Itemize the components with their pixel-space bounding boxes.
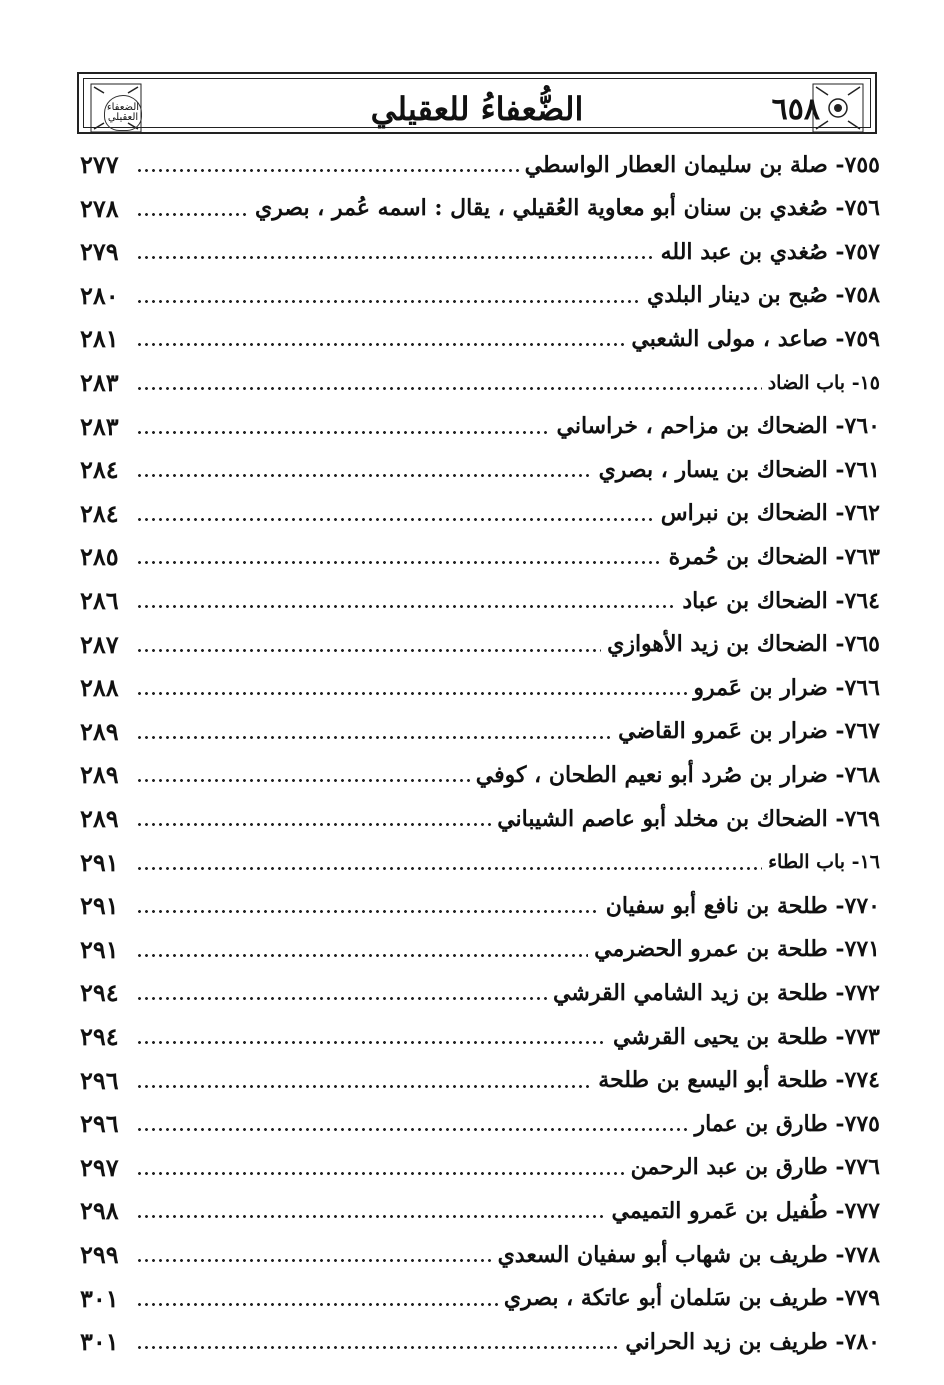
entry-page-number: ٢٩٤ xyxy=(80,1022,119,1051)
toc-entry-row xyxy=(80,1189,880,1232)
entry-title: ٧٧٢- طلحة بن زيد الشامي القرشي xyxy=(553,979,880,1006)
dot-leader xyxy=(136,1212,605,1222)
dot-leader xyxy=(136,820,491,830)
book-logo: الضعفاء العقيلي xyxy=(104,95,142,131)
dot-leader xyxy=(136,1125,688,1135)
toc-entry-row xyxy=(80,448,880,491)
entry-page-number: ٢٨٩ xyxy=(80,760,119,790)
page-title: الضُّعفاءُ للعقيلي xyxy=(370,90,584,128)
toc-entry-row xyxy=(80,1277,880,1320)
entry-page-number: ٢٩١ xyxy=(80,847,119,877)
entry-title: ٧٧٣- طلحة بن يحيى القرشي xyxy=(612,1023,880,1050)
dot-leader xyxy=(136,1168,625,1178)
entry-title: ٧٥٦- صُغدي بن سنان أبو معاوية العُقيلي ، يقال : اسمه عُمر ، بصري xyxy=(255,195,880,222)
toc-entry-row xyxy=(80,753,880,796)
ornament-icon xyxy=(812,83,864,133)
chapter-title: ١٦- باب الطاء xyxy=(768,851,880,874)
dot-leader xyxy=(136,1299,498,1309)
entry-page-number: ٢٩١ xyxy=(80,891,119,921)
entry-title: ٧٧٠- طلحة بن نافع أبو سفيان xyxy=(605,892,880,919)
chapter-heading-row xyxy=(80,841,880,884)
entry-title: ٧٦١- الضحاك بن يسار ، بصري xyxy=(598,456,880,483)
entry-title: ٧٥٨- صُبح بن دينار البلدي xyxy=(646,282,880,309)
dot-leader xyxy=(136,1038,607,1048)
entry-title: ٧٧٧- طُفيل بن عَمرو التميمي xyxy=(611,1197,880,1224)
entry-title: ٧٨٠- طريف بن زيد الحراني xyxy=(625,1328,880,1355)
entry-title: ٧٥٥- صلة بن سليمان العطار الواسطي xyxy=(524,151,880,178)
entry-page-number: ٢٩٩ xyxy=(80,1240,119,1269)
toc-entry-row xyxy=(80,710,880,753)
toc-entry-row xyxy=(80,797,880,840)
dot-leader xyxy=(136,296,641,306)
toc-entry-row xyxy=(80,623,880,666)
toc-entry-row xyxy=(80,492,880,535)
entry-title: ٧٥٧- صُغدي بن عبد الله xyxy=(660,238,880,265)
dot-leader xyxy=(136,340,625,350)
page-number: ٦٥٨ xyxy=(771,91,820,127)
dot-leader xyxy=(136,602,676,612)
dot-leader xyxy=(136,994,547,1004)
entry-title: ٧٦٤- الضحاك بن عباد xyxy=(682,587,880,614)
entry-page-number: ٢٩١ xyxy=(80,934,119,964)
dot-leader xyxy=(136,863,762,873)
dot-leader xyxy=(136,1343,619,1353)
dot-leader xyxy=(136,209,249,219)
entry-page-number: ٢٩٤ xyxy=(80,978,119,1008)
toc-entry-row xyxy=(80,317,880,360)
page-header xyxy=(77,72,877,134)
toc-entry-row xyxy=(80,884,880,927)
dot-leader xyxy=(136,907,600,917)
entry-page-number: ٢٨٤ xyxy=(80,455,119,485)
entry-page-number: ٢٧٨ xyxy=(80,193,119,223)
toc-entry-row xyxy=(80,928,880,971)
entry-page-number: ٢٩٦ xyxy=(80,1065,119,1095)
entry-page-number: ٣٠١ xyxy=(80,1283,119,1313)
toc-entry-row xyxy=(80,1059,880,1102)
dot-leader xyxy=(136,384,762,394)
toc-entry-row xyxy=(80,1233,880,1276)
dot-leader xyxy=(136,689,687,699)
entry-title: ٧٦٨- ضرار بن صُرد أبو نعيم الطحان ، كوفي xyxy=(475,761,880,788)
toc-entry-row xyxy=(80,1102,880,1145)
dot-leader xyxy=(136,1081,592,1091)
entry-page-number: ٢٩٧ xyxy=(80,1152,119,1182)
dot-leader xyxy=(136,558,663,568)
entry-page-number: ٢٧٧ xyxy=(80,150,119,179)
entry-page-number: ٢٨١ xyxy=(80,324,119,354)
entry-page-number: ٢٨٨ xyxy=(80,673,119,703)
entry-title: ٧٦٦- ضرار بن عَمرو xyxy=(693,674,880,701)
chapter-heading-row xyxy=(80,361,880,404)
entry-page-number: ٢٨٧ xyxy=(80,629,119,659)
entry-page-number: ٢٨٩ xyxy=(80,716,119,746)
entry-title: ٧٧٥- طارق بن عمار xyxy=(694,1110,880,1137)
entry-title: ٧٧٩- طريف بن سَلمان أبو عاتكة ، بصري xyxy=(503,1285,880,1312)
entry-title: ٧٥٩- صاعد ، مولى الشعبي xyxy=(631,325,880,352)
toc-entry-row xyxy=(80,1146,880,1189)
toc-entry-row xyxy=(80,971,880,1014)
dot-leader xyxy=(136,427,550,437)
entry-page-number: ٢٩٨ xyxy=(80,1196,119,1226)
toc-entry-row xyxy=(80,187,880,230)
entry-page-number: ٢٨٣ xyxy=(80,411,119,441)
header-frame xyxy=(83,78,871,128)
entry-page-number: ٢٨٠ xyxy=(80,280,119,310)
entry-page-number: ٢٨٦ xyxy=(80,586,119,615)
right-ornament xyxy=(812,83,864,133)
toc-entry-row xyxy=(80,143,880,186)
entry-page-number: ٢٧٩ xyxy=(80,237,119,267)
entry-page-number: ٣٠١ xyxy=(80,1327,119,1357)
entry-title: ٧٧٤- طلحة أبو اليسع بن طلحة xyxy=(598,1067,880,1094)
dot-leader xyxy=(136,166,519,176)
toc-entry-row xyxy=(80,274,880,317)
dot-leader xyxy=(136,1256,492,1266)
entry-title: ٧٦٩- الضحاك بن مخلد أبو عاصم الشيباني xyxy=(497,805,880,832)
dot-leader xyxy=(136,732,612,742)
dot-leader xyxy=(136,645,601,655)
entry-title: ٧٧٦- طارق بن عبد الرحمن xyxy=(630,1154,880,1181)
chapter-title: ١٥- باب الضاد xyxy=(767,371,880,394)
toc-entry-row xyxy=(80,230,880,273)
toc-entry-row xyxy=(80,579,880,622)
toc-entry-row xyxy=(80,405,880,448)
entry-title: ٧٦٠- الضحاك بن مزاحم ، خراساني xyxy=(556,413,880,440)
entry-page-number: ٢٩٦ xyxy=(80,1109,119,1139)
toc-entry-row xyxy=(80,535,880,578)
dot-leader xyxy=(136,776,470,786)
entry-title: ٧٧٨- طريف بن شهاب أبو سفيان السعدي xyxy=(497,1241,880,1268)
entry-title: ٧٧١- طلحة بن عمرو الحضرمي xyxy=(594,936,880,963)
dot-leader xyxy=(136,950,588,960)
entry-page-number: ٢٨٣ xyxy=(80,368,119,397)
entry-title: ٧٦٢- الضحاك بن نبراس xyxy=(660,500,880,527)
entry-page-number: ٢٨٥ xyxy=(80,542,119,572)
dot-leader xyxy=(136,514,655,524)
entry-page-number: ٢٨٤ xyxy=(80,498,119,528)
entry-title: ٧٦٥- الضحاك بن زيد الأهوازي xyxy=(607,631,880,658)
toc-entry-row xyxy=(80,1320,880,1363)
entry-page-number: ٢٨٩ xyxy=(80,804,119,833)
toc-entry-row xyxy=(80,666,880,709)
entry-title: ٧٦٧- ضرار بن عَمرو القاضي xyxy=(618,718,880,745)
dot-leader xyxy=(136,253,655,263)
entry-title: ٧٦٣- الضحاك بن حُمرة xyxy=(668,543,880,570)
dot-leader xyxy=(136,471,593,481)
toc-entry-row xyxy=(80,1015,880,1058)
